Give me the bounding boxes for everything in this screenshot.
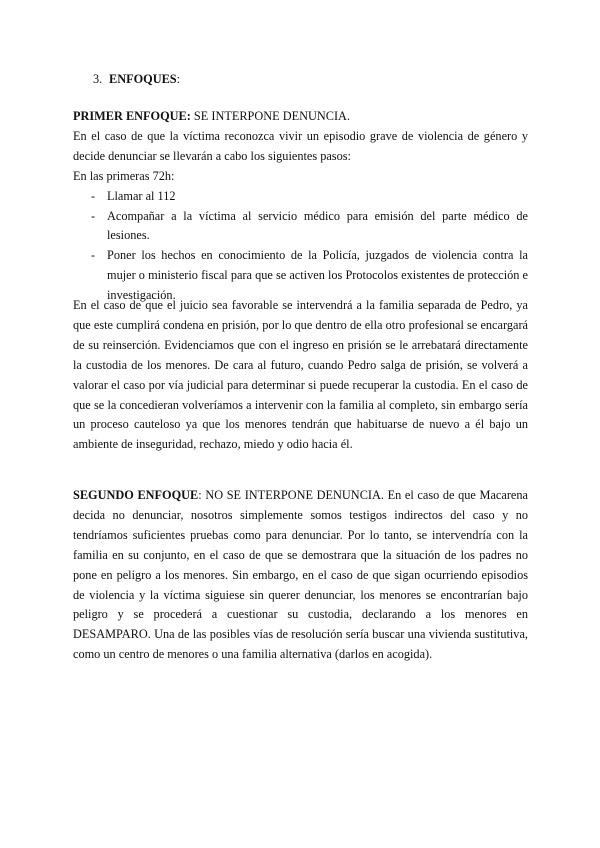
- first-approach-title: SE INTERPONE DENUNCIA.: [190, 109, 351, 123]
- second-approach-body: En el caso de que Macarena decida no denunciar, nosotros simplemente somos testigos indirectos del caso y no tendríamos suficientes pruebas como para denunciar. Por lo tanto, se intervendría con la familia en su conjunto, en el caso de que se demostrara que la situación de los padres no pone en peligro a los menores. Sin embargo, en el caso de que sigan ocurriendo episodios de violencia y la víctima siguiese sin querer denunciar, los menores se encontrarían bajo peligro y se procederá a cuestionar su custodia, declarando a los menores en DESAMPARO. Una de las posibles vías de resolución sería buscar una vivienda sustitutiva, como un centro de menores o una familia alternativa (darlos en acogida).: [73, 488, 528, 662]
- second-approach-paragraph: [73, 486, 528, 665]
- judgment-paragraph: En el caso de que el juicio sea favorable se intervendrá a la familia separada de Pedro, ya que este cumplirá condena en prisión, por lo que dentro de ella otro profesional se encargará de su reinserción. Evidenciamos que con el ingreso en prisión se le arrebatará directamente la custodia de los menores. De cara al futuro, cuando Pedro salga de prisión, se volverá a valorar el caso por vía judicial para determinar si puede recuperar la custodia. En el caso de que se la concedieran volveríamos a intervenir con la familia al completo, sin embargo sería un proceso cauteloso ya que los menores tendrán que habituarse de nuevo a él bajo un ambiente de inseguridad, rechazo, miedo y odio hacia él.: [73, 298, 528, 452]
- steps-list: [73, 187, 528, 306]
- step-text: Poner los hechos en conocimiento de la Policía, juzgados de violencia contra la mujer o ministerio fiscal para que se activen los Protocolos existentes de protección e investigación.: [107, 248, 528, 303]
- step-text: Acompañar a la víctima al servicio médico para emisión del parte médico de lesiones.: [107, 208, 528, 243]
- judgment-paragraph-block: [73, 296, 528, 455]
- section-title-colon: :: [176, 72, 181, 86]
- dash-bullet: -: [91, 188, 96, 203]
- second-approach-label: SEGUNDO ENFOQUE: [73, 488, 199, 502]
- list-item: [73, 207, 528, 247]
- first-approach-heading: [73, 107, 528, 127]
- section-number: 3.: [93, 72, 103, 86]
- step-text: Llamar al 112: [107, 188, 176, 203]
- first-approach-intro: En el caso de que la víctima reconozca vivir un episodio grave de violencia de género y decide denunciar se llevarán a cabo los siguientes pasos:: [73, 128, 528, 163]
- list-item: [73, 187, 528, 207]
- second-approach-section: [73, 486, 528, 665]
- section-heading: [93, 71, 180, 87]
- dash-bullet: -: [91, 248, 96, 263]
- section-title: ENFOQUES: [109, 72, 177, 86]
- first-approach-label: PRIMER ENFOQUE:: [73, 109, 191, 123]
- first-approach-section: [73, 107, 528, 306]
- second-approach-title: : NO SE INTERPONE DENUNCIA.: [198, 488, 384, 502]
- dash-bullet: -: [91, 208, 96, 223]
- first-approach-lead: En las primeras 72h:: [73, 168, 175, 183]
